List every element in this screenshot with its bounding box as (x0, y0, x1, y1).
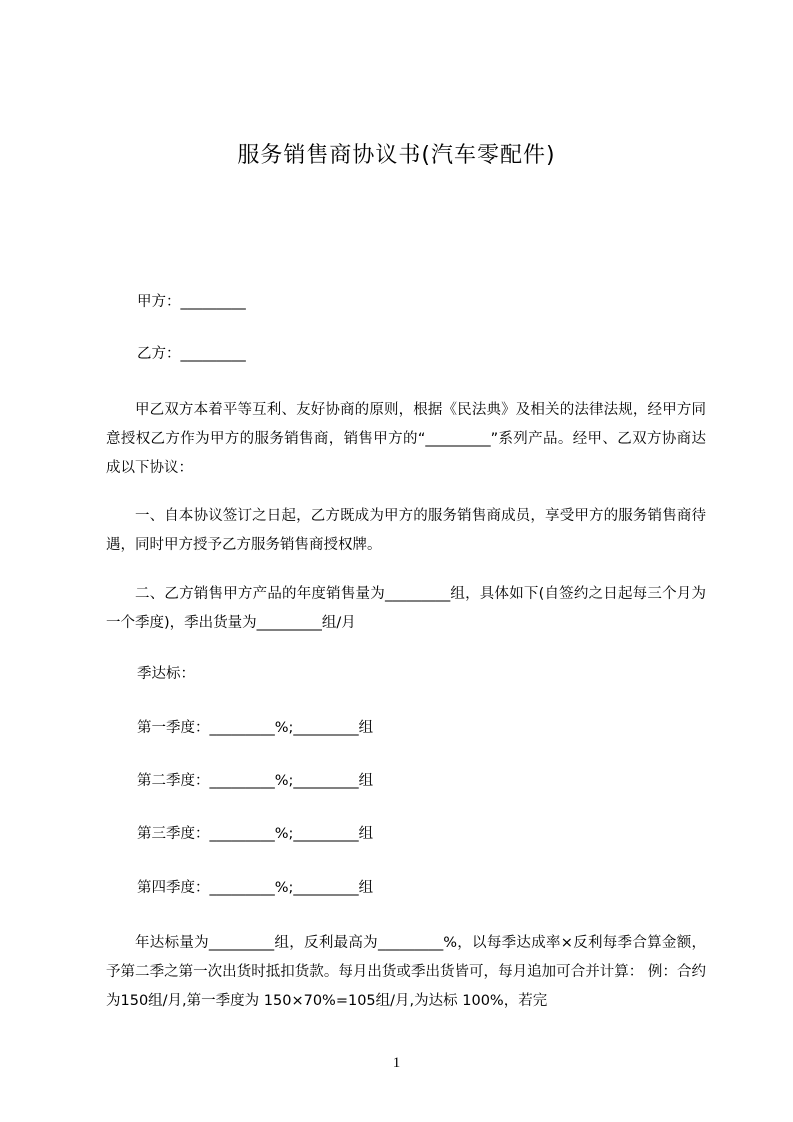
quarter-2-line: 第二季度：_________%;_________组 (137, 773, 374, 789)
annual-target-paragraph: 年达标量为_________组，反利最高为_________%，以每季达成率×反利每季合算金额，予第二季之第一次出货时抵扣货款。每月出货或季出货皆可，每月追加可合并计算： 例：合约为150组/月,第一季度为 150×70%=105组/月,为达标 100%，若完 (106, 935, 706, 1009)
quarter-3-line: 第三季度：_________%;_________组 (137, 826, 374, 842)
party-b-line: 乙方：_________ (137, 346, 246, 362)
clause-2-paragraph: 二、乙方销售甲方产品的年度销售量为_________组，具体如下(自签约之日起每三个月为一个季度)，季出货量为_________组/月 (106, 586, 706, 631)
party-a-line: 甲方：_________ (137, 294, 246, 310)
document-title: 服务销售商协议书(汽车零配件) (237, 143, 556, 168)
quarter-4-line: 第四季度：_________%;_________组 (137, 880, 374, 896)
clause-1-paragraph: 一、自本协议签订之日起，乙方既成为甲方的服务销售商成员，享受甲方的服务销售商待遇，同时甲方授予乙方服务销售商授权牌。 (106, 508, 706, 553)
quarter-1-line: 第一季度：_________%;_________组 (137, 720, 374, 736)
quarterly-target-heading: 季达标： (137, 666, 195, 682)
intro-paragraph: 甲乙双方本着平等互利、友好协商的原则，根据《民法典》及相关的法律法规，经甲方同意授权乙方作为甲方的服务销售商，销售甲方的“_________”系列产品。经甲、乙双方协商达成以下协议： (106, 402, 706, 476)
page-number: 1 (392, 1055, 401, 1071)
